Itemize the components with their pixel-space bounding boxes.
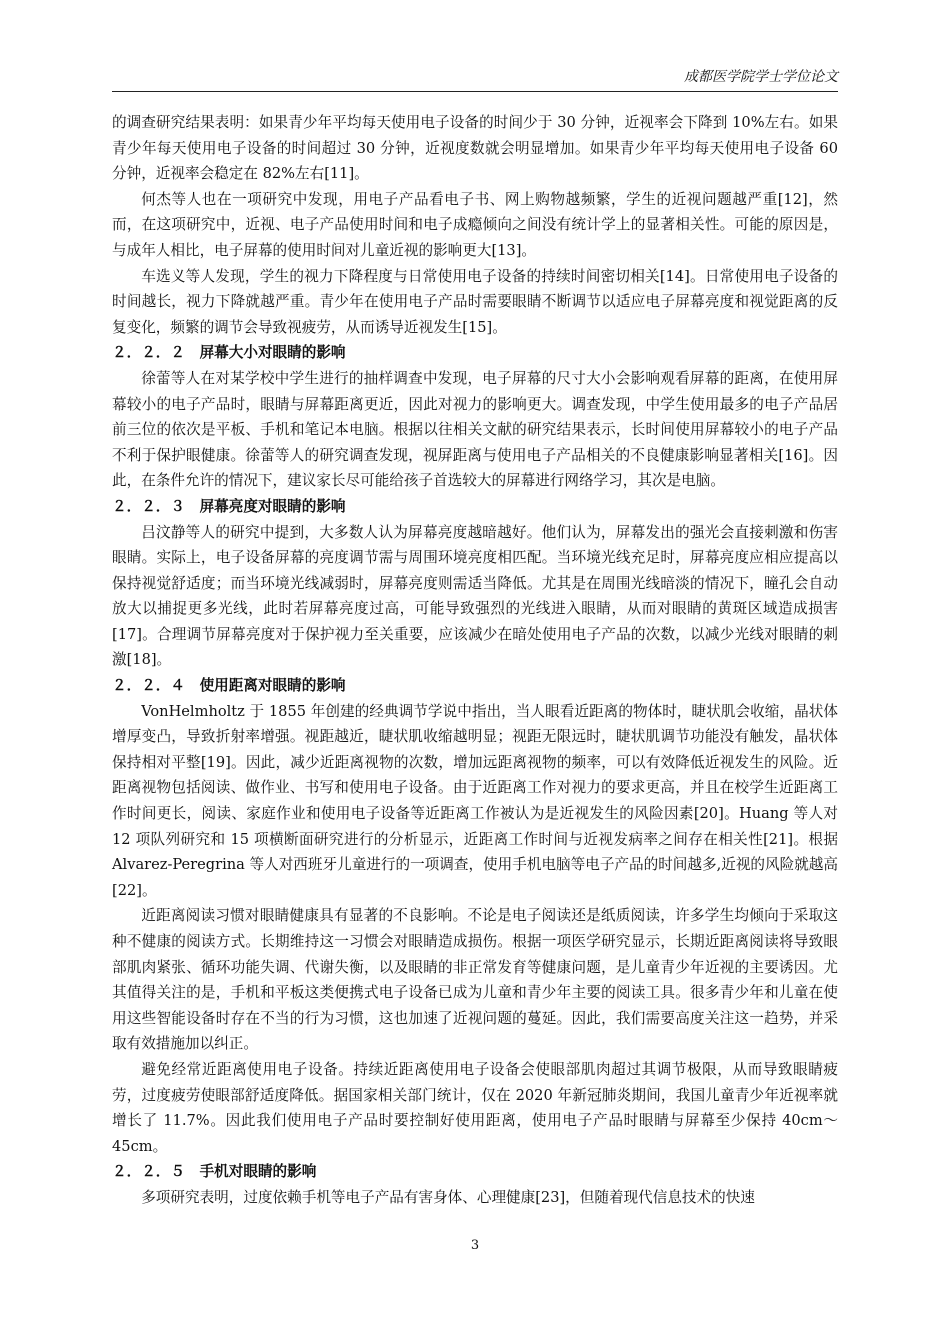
paragraph: 的调查研究结果表明：如果青少年平均每天使用电子设备的时间少于 30 分钟，近视率会下降到 10%左右。如果青少年每天使用电子设备的时间超过 30 分钟，近视度数就会明显增加。如果青少年平均每天使用电子设备 60 分钟，近视率会稳定在 82%左右[11]。 — [112, 114, 838, 183]
section-heading: ２．２．５ 手机对眼睛的影响 — [112, 1163, 317, 1181]
header-rule — [112, 91, 838, 92]
paragraph: 多项研究表明，过度依赖手机等电子产品有害身体、心理健康[23]，但随着现代信息技术的快速 — [141, 1188, 755, 1206]
paragraph: 徐蕾等人在对某学校中学生进行的抽样调查中发现，电子屏幕的尺寸大小会影响观看屏幕的距离，在使用屏幕较小的电子产品时，眼睛与屏幕距离更近，因此对视力的影响更大。调查发现，中学生使用最多的电子产品居前三位的依次是平板、手机和笔记本电脑。根据以往相关文献的研究结果表示，长时间使用屏幕较小的电子产品不利于保护眼健康。徐蕾等人的研究调查发现，视屏距离与使用电子产品相关的不良健康影响显著相关[16]。因此，在条件允许的情况下，建议家长尽可能给孩子首选较大的屏幕进行网络学习，其次是电脑。 — [112, 369, 838, 490]
paragraph: 吕汶静等人的研究中提到，大多数人认为屏幕亮度越暗越好。他们认为，屏幕发出的强光会直接刺激和伤害眼睛。实际上，电子设备屏幕的亮度调节需与周围环境亮度相匹配。当环境光线充足时，屏幕亮度应相应提高以保持视觉舒适度；而当环境光线减弱时，屏幕亮度则需适当降低。尤其是在周围光线暗淡的情况下，瞳孔会自动放大以捕捉更多光线，此时若屏幕亮度过高，可能导致强烈的光线进入眼睛，从而对眼睛的黄斑区域造成损害[17]。合理调节屏幕亮度对于保护视力至关重要，应该减少在暗处使用电子产品的次数，以减少光线对眼睛的刺激[18]。 — [112, 523, 838, 669]
running-header: 成都医学院学士学位论文 — [684, 69, 838, 85]
paragraph: 车选义等人发现，学生的视力下降程度与日常使用电子设备的持续时间密切相关[14]。日常使用电子设备的时间越长，视力下降就越严重。青少年在使用电子产品时需要眼睛不断调节以适应电子屏幕亮度和视觉距离的反复变化，频繁的调节会导致视疲劳，从而诱导近视发生[15]。 — [112, 267, 838, 336]
paragraph: VonHelmholtz 于 1855 年创建的经典调节学说中指出，当人眼看近距离的物体时，睫状肌会收缩，晶状体增厚变凸，导致折射率增强。视距越近，睫状肌收缩越明显；视距无限远时，睫状肌调节功能没有触发，晶状体保持相对平整[19]。因此，减少近距离视物的次数，增加远距离视物的频率，可以有效降低近视发生的风险。近距离视物包括阅读、做作业、书写和使用电子设备。由于近距离工作对视力的要求更高，并且在校学生近距离工作时间更长，阅读、家庭作业和使用电子设备等近距离工作被认为是近视发生的风险因素[20]。Huang 等人对 12 项队列研究和 15 项横断面研究进行的分析显示，近距离工作时间与近视发病率之间存在相关性[21]。根据 Alvarez-Peregrina 等人对西班牙儿童进行的一项调查，使用手机电脑等电子产品的时间越多,近视的风险就越高[22]。 — [112, 702, 838, 899]
paragraph: 近距离阅读习惯对眼睛健康具有显著的不良影响。不论是电子阅读还是纸质阅读，许多学生均倾向于采取这种不健康的阅读方式。长期维持这一习惯会对眼睛造成损伤。根据一项医学研究显示，长期近距离阅读将导致眼部肌肉紧张、循环功能失调、代谢失衡，以及眼睛的非正常发育等健康问题，是儿童青少年近视的主要诱因。尤其值得关注的是，手机和平板这类便携式电子设备已成为儿童和青少年主要的阅读工具。很多青少年和儿童在使用这些智能设备时存在不当的行为习惯，这也加速了近视问题的蔓延。因此，我们需要高度关注这一趋势，并采取有效措施加以纠正。 — [112, 907, 838, 1053]
paragraph: 避免经常近距离使用电子设备。持续近距离使用电子设备会使眼部肌肉超过其调节极限，从而导致眼睛疲劳，过度疲劳使眼部舒适度降低。据国家相关部门统计，仅在 2020 年新冠肺炎期间，我国儿童青少年近视率就增长了 11.7%。因此我们使用电子产品时要控制好使用距离，使用电子产品时眼睛与屏幕至少保持 40cm～45cm。 — [112, 1060, 838, 1155]
section-heading: ２．２．３ 屏幕亮度对眼睛的影响 — [112, 497, 346, 515]
body-text — [112, 110, 838, 1211]
paragraph: 何杰等人也在一项研究中发现，用电子产品看电子书、网上购物越频繁，学生的近视问题越严重[12]，然而，在这项研究中，近视、电子产品使用时间和电子成瘾倾向之间没有统计学上的显著相关性。可能的原因是，与成年人相比，电子屏幕的使用时间对儿童近视的影响更大[13]。 — [112, 190, 838, 259]
section-heading: ２．２．４ 使用距离对眼睛的影响 — [112, 677, 346, 695]
page-number: 3 — [470, 1238, 480, 1253]
section-heading: ２．２．２ 屏幕大小对眼睛的影响 — [112, 344, 346, 362]
